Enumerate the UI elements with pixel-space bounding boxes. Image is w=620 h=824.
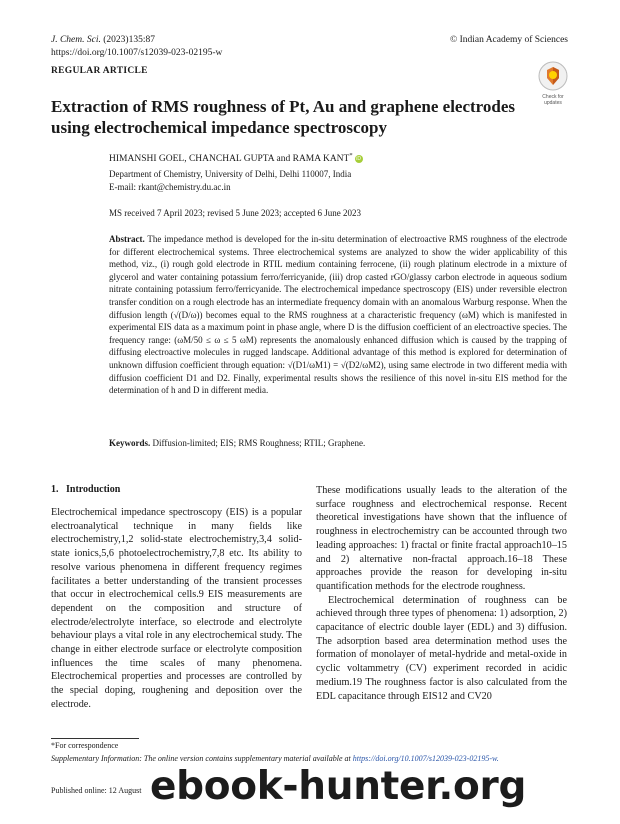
correspondence-note: *For correspondence (51, 741, 119, 750)
article-title: Extraction of RMS roughness of Pt, Au and graphene electrodes using electrochemical impedance spectroscopy (51, 97, 516, 137)
journal-name: J. Chem. Sci. (51, 35, 101, 45)
abstract (109, 233, 567, 397)
author-line (109, 153, 363, 165)
author-email[interactable]: E-mail: rkant@chemistry.du.ac.in (109, 182, 231, 192)
keywords-text: Diffusion-limited; EIS; RMS Roughness; RTIL; Graphene. (152, 438, 366, 448)
watermark: ebook-hunter.org (150, 764, 527, 809)
intro-paragraph-1: Electrochemical impedance spectroscopy (EIS) is a popular electroanalytical technique in many fields like electrochemistry,1,2 solid-state electrochemistry,3,4 solid-state ionics,5,6 photoelectrochemistry,7,8 etc. Its ability to resolve various phenomena in different frequency regimes facilitates a better understanding of the transient processes that occur in electrochemical cells.9 EIS measurements are dependent on the composition and structure of electrode/electrolyte interface, so electrode and electrolyte behaviour plays a vital role in any electrochemical study. The change in either electrode surface or electrolyte composition influences the time scales of many phenomena. Electrochemical properties and processes are controlled by the special doping, roughening and deposition over the electrode. (51, 507, 302, 710)
orcid-icon[interactable]: iD (356, 156, 361, 162)
corresponding-marker: * (349, 151, 353, 159)
section-title: Introduction (66, 484, 121, 495)
manuscript-dates: MS received 7 April 2023; revised 5 June 2023; accepted 6 June 2023 (109, 208, 361, 218)
affiliation: Department of Chemistry, University of Delhi, Delhi 110007, India (109, 169, 352, 179)
right-column (316, 484, 567, 703)
badge-label: Check for updates (542, 94, 564, 106)
journal-volume: (2023)135:87 (103, 35, 155, 45)
article-type: REGULAR ARTICLE (51, 66, 148, 76)
section-number: 1. (51, 484, 59, 495)
supplementary-label: Supplementary Information: (51, 754, 142, 763)
left-column (51, 506, 302, 712)
doi-link[interactable]: https://doi.org/10.1007/s12039-023-02195-w (51, 48, 223, 58)
abstract-text: The impedance method is developed for the in-situ determination of electroactive RMS roughness of the electrode for different electrochemical systems. Three electrochemical systems are analyzed to show the wider applicability of this method, viz., (i) rough gold electrode in RTIL medium containing ferrocene, (ii) rough platinum electrode in a mixture of glycerol and water containing potassium ferro/ferricyanide, (iii) drop casted rGO/glassy carbon electrode in aqueous sodium nitrate containing potassium ferro/ferricyanide. The electrochemical impedance spectroscopy (EIS) under reversible electron transfer condition on a rough electrode has an intermediate frequency domain with an anomalous Warburg response. When the diffusion length (√(D/ω)) becomes equal to the RMS roughness at a characteristic frequency (ωM) which is manifested in experimental EIS data as a maximum point in phase angle, where D is the diffusion coefficient of an electroactive species. The frequency range: (ωM/50 ≤ ω ≤ 5 ωM) represents the anomalously enhanced diffusion which is caused by the trapping of diffusing electroactive molecules in rugged landscape. Additional advantage of this method is explored for determination of unknown diffusion coefficient through equation: √(D1/ωM1) = √(D2/ωM2), using same electrode in two different media with diffusion coefficient D1 and D2. Finally, experimental results shows the resilience of this novel in-situ EIS method for the determination of h and D in different media. (109, 234, 567, 396)
publisher-notice: © Indian Academy of Sciences (449, 35, 568, 45)
check-updates-icon (537, 60, 569, 92)
keywords (109, 437, 365, 449)
author-names: HIMANSHI GOEL, CHANCHAL GUPTA and RAMA KANT (109, 154, 350, 164)
footnote-rule (51, 738, 139, 739)
intro-paragraph-3: Electrochemical determination of roughness can be achieved through three types of phenomena: 1) adsorption, 2) capacitance of electric double layer (EDL) and 3) diffusion. The adsorption based area determination method uses the formation of monolayer of metal-hydride and metal-oxide in cyclic voltammetry (CV) experiment recorded in acidic medium.19 The roughness factor is also calculated from the EDL capacitance through EIS12 and CV20 (316, 594, 567, 702)
check-for-updates-badge[interactable] (537, 60, 569, 106)
abstract-label: Abstract. (109, 234, 145, 244)
supplementary-link[interactable]: https://doi.org/10.1007/s12039-023-02195-w. (352, 754, 499, 763)
intro-paragraph-2: These modifications usually leads to the alteration of the surface roughness and electrochemical response. Recent theoretical investigations have shown that the influence of roughness in electrochemistry can be accounted through two leading approaches: 1) fractal or finite fractal approach10–15 and 2) alternative non-fractal approach.16–18 These approaches provide the reason for developing in-situ quantification methods for the electrode roughness. (316, 485, 567, 592)
supplementary-text: The online version contains supplementary material available at (143, 754, 351, 763)
section-heading (51, 484, 120, 495)
published-date: Published online: 12 August (51, 786, 142, 795)
journal-citation (51, 34, 155, 47)
keywords-label: Keywords. (109, 438, 151, 448)
